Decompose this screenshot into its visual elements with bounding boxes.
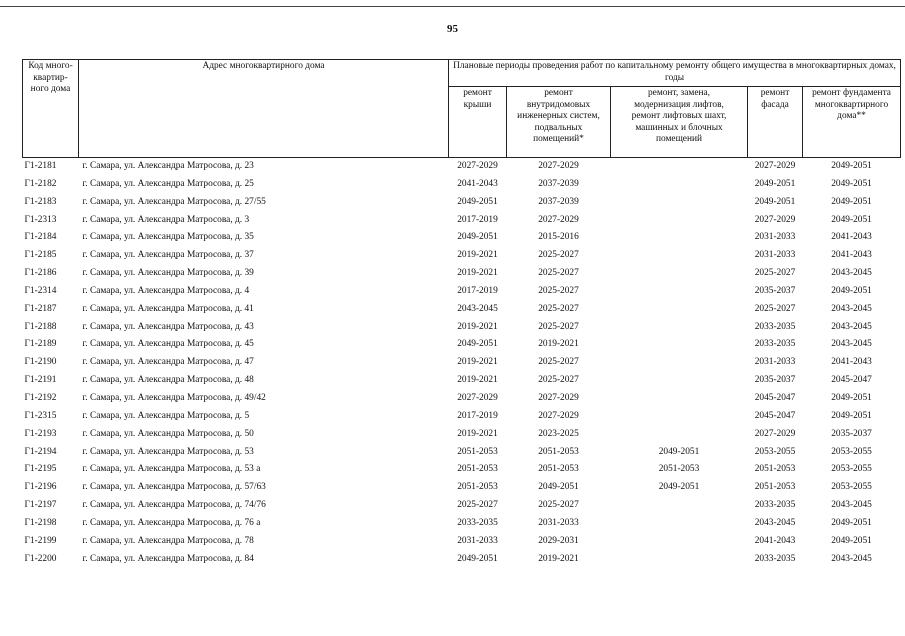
cell-code: Г1-2314 <box>24 285 57 296</box>
cell-roof: 2027-2029 <box>457 161 498 171</box>
header-code-text: Код много- квартир- ного дома <box>28 61 73 95</box>
cell-code: Г1-2313 <box>24 214 57 225</box>
cell-foundation: 2049-2051 <box>831 517 872 528</box>
table-row <box>23 194 901 212</box>
cell-engineering: 2025-2027 <box>538 500 579 511</box>
cell-foundation: 2043-2045 <box>831 339 872 350</box>
cell-engineering: 2025-2027 <box>538 250 579 261</box>
cell-code: Г1-2182 <box>24 178 57 189</box>
cell-roof: 2019-2021 <box>457 321 498 332</box>
cell-foundation: 2045-2047 <box>831 375 872 386</box>
table-row <box>23 158 901 176</box>
cell-lifts <box>611 533 748 551</box>
cell-roof: 2017-2019 <box>457 285 498 296</box>
cell-foundation: 2053-2055 <box>831 482 872 493</box>
cell-roof: 2049-2051 <box>457 196 498 207</box>
cell-roof: 2049-2051 <box>457 339 498 350</box>
cell-foundation: 2049-2051 <box>831 410 872 421</box>
header-engineering <box>507 87 611 158</box>
cell-facade: 2031-2033 <box>754 250 796 261</box>
cell-facade: 2027-2029 <box>754 161 796 171</box>
cell-facade: 2033-2035 <box>754 553 796 564</box>
cell-roof: 2049-2051 <box>457 232 498 243</box>
cell-facade: 2025-2027 <box>754 303 796 314</box>
cell-facade: 2025-2027 <box>754 268 796 279</box>
cell-facade: 2033-2035 <box>754 339 796 350</box>
cell-code: Г1-2190 <box>24 357 57 368</box>
cell-roof: 2033-2035 <box>457 517 498 528</box>
cell-facade: 2027-2029 <box>754 214 796 225</box>
cell-lifts <box>611 265 748 283</box>
table-row <box>23 301 901 319</box>
cell-code: Г1-2195 <box>24 464 57 475</box>
header-lifts <box>611 87 748 158</box>
cell-foundation: 2043-2045 <box>831 303 872 314</box>
cell-roof: 2031-2033 <box>457 535 498 546</box>
cell-facade: 2051-2053 <box>754 464 796 475</box>
table-row <box>23 372 901 390</box>
table-row <box>23 212 901 230</box>
cell-foundation: 2041-2043 <box>831 232 872 243</box>
cell-facade: 2031-2033 <box>754 357 796 368</box>
table-row <box>23 533 901 551</box>
header-periods-group <box>449 60 901 87</box>
cell-lifts <box>611 301 748 319</box>
cell-lifts <box>611 319 748 337</box>
cell-address: г. Самара, ул. Александра Матросова, д. 74/76 <box>82 500 266 511</box>
cell-address: г. Самара, ул. Александра Матросова, д. 50 <box>82 428 254 439</box>
table-header <box>23 60 901 158</box>
header-foundation <box>803 87 901 158</box>
cell-roof: 2019-2021 <box>457 428 498 439</box>
cell-facade: 2043-2045 <box>754 517 796 528</box>
cell-code: Г1-2193 <box>24 428 57 439</box>
header-facade-text: ремонт фасада <box>760 88 790 110</box>
header-engineering-text: ремонт внутридомовых инженерных систем, подвальных помещений* <box>517 88 600 145</box>
cell-lifts <box>611 176 748 194</box>
cell-foundation: 2043-2045 <box>831 553 872 564</box>
table-row <box>23 426 901 444</box>
cell-address: г. Самара, ул. Александра Матросова, д. 4 <box>82 285 250 296</box>
cell-roof: 2051-2053 <box>457 464 498 475</box>
cell-engineering: 2025-2027 <box>538 375 579 386</box>
cell-code: Г1-2315 <box>24 410 57 421</box>
cell-address: г. Самара, ул. Александра Матросова, д. 78 <box>82 535 254 546</box>
table-row <box>23 229 901 247</box>
cell-address: г. Самара, ул. Александра Матросова, д. 39 <box>82 268 254 279</box>
cell-facade: 2035-2037 <box>754 285 796 296</box>
cell-engineering: 2037-2039 <box>538 196 579 207</box>
cell-code: Г1-2188 <box>24 321 57 332</box>
cell-address: г. Самара, ул. Александра Матросова, д. 43 <box>82 321 254 332</box>
cell-lifts <box>611 426 748 444</box>
cell-roof: 2049-2051 <box>457 553 498 564</box>
cell-engineering: 2027-2029 <box>538 214 579 225</box>
cell-address: г. Самара, ул. Александра Матросова, д. 35 <box>82 232 254 243</box>
table-row <box>23 336 901 354</box>
cell-foundation: 2049-2051 <box>831 196 872 207</box>
cell-facade: 2045-2047 <box>754 392 796 403</box>
table-body <box>23 158 901 569</box>
cell-address: г. Самара, ул. Александра Матросова, д. 37 <box>82 250 254 261</box>
cell-facade: 2033-2035 <box>754 321 796 332</box>
table-row <box>23 515 901 533</box>
cell-code: Г1-2184 <box>24 232 57 243</box>
cell-engineering: 2049-2051 <box>538 482 579 493</box>
cell-lifts: 2049-2051 <box>658 482 700 493</box>
cell-code: Г1-2189 <box>24 339 57 350</box>
cell-foundation: 2043-2045 <box>831 500 872 511</box>
table-row <box>23 265 901 283</box>
cell-roof: 2019-2021 <box>457 357 498 368</box>
cell-code: Г1-2199 <box>24 535 57 546</box>
cell-lifts <box>611 336 748 354</box>
cell-facade: 2041-2043 <box>754 535 796 546</box>
cell-engineering: 2051-2053 <box>538 446 579 457</box>
header-roof <box>449 87 507 158</box>
cell-foundation: 2049-2051 <box>831 178 872 189</box>
cell-lifts <box>611 283 748 301</box>
cell-foundation: 2043-2045 <box>831 321 872 332</box>
cell-engineering: 2029-2031 <box>538 535 579 546</box>
cell-address: г. Самара, ул. Александра Матросова, д. 49/42 <box>82 392 266 403</box>
cell-code: Г1-2186 <box>24 268 57 279</box>
cell-roof: 2051-2053 <box>457 482 498 493</box>
cell-lifts: 2049-2051 <box>658 446 700 457</box>
cell-address: г. Самара, ул. Александра Матросова, д. 57/63 <box>82 482 266 493</box>
header-address <box>79 60 449 158</box>
cell-lifts <box>611 372 748 390</box>
table-row <box>23 354 901 372</box>
cell-engineering: 2027-2029 <box>538 161 579 171</box>
table-row <box>23 247 901 265</box>
cell-address: г. Самара, ул. Александра Матросова, д. 41 <box>82 303 254 314</box>
repair-schedule-table <box>22 59 901 568</box>
cell-code: Г1-2181 <box>24 161 57 171</box>
cell-engineering: 2019-2021 <box>538 553 579 564</box>
cell-engineering: 2025-2027 <box>538 303 579 314</box>
header-roof-text: ремонт крыши <box>463 88 492 110</box>
cell-lifts <box>611 247 748 265</box>
cell-foundation: 2053-2055 <box>831 446 872 457</box>
cell-engineering: 2019-2021 <box>538 339 579 350</box>
cell-facade: 2031-2033 <box>754 232 796 243</box>
cell-lifts <box>611 515 748 533</box>
cell-engineering: 2025-2027 <box>538 268 579 279</box>
cell-address: г. Самара, ул. Александра Матросова, д. 53 <box>82 446 254 457</box>
cell-code: Г1-2192 <box>24 392 57 403</box>
table-row <box>23 497 901 515</box>
cell-code: Г1-2194 <box>24 446 57 457</box>
cell-code: Г1-2196 <box>24 482 57 493</box>
table-row <box>23 319 901 337</box>
cell-code: Г1-2183 <box>24 196 57 207</box>
cell-engineering: 2037-2039 <box>538 178 579 189</box>
cell-lifts <box>611 354 748 372</box>
cell-roof: 2051-2053 <box>457 446 498 457</box>
table-row <box>23 408 901 426</box>
cell-code: Г1-2198 <box>24 517 57 528</box>
cell-engineering: 2027-2029 <box>538 410 579 421</box>
cell-roof: 2017-2019 <box>457 410 498 421</box>
table-row <box>23 479 901 497</box>
cell-foundation: 2049-2051 <box>831 161 872 171</box>
cell-address: г. Самара, ул. Александра Матросова, д. 5 <box>82 410 250 421</box>
cell-foundation: 2035-2037 <box>831 428 872 439</box>
cell-foundation: 2049-2051 <box>831 392 872 403</box>
cell-address: г. Самара, ул. Александра Матросова, д. 84 <box>82 553 254 564</box>
table-row <box>23 444 901 462</box>
cell-foundation: 2041-2043 <box>831 250 872 261</box>
cell-foundation: 2049-2051 <box>831 214 872 225</box>
cell-engineering: 2027-2029 <box>538 392 579 403</box>
cell-code: Г1-2191 <box>24 375 57 386</box>
cell-facade: 2053-2055 <box>754 446 796 457</box>
cell-foundation: 2043-2045 <box>831 268 872 279</box>
cell-code: Г1-2197 <box>24 500 57 511</box>
cell-roof: 2019-2021 <box>457 250 498 261</box>
cell-address: г. Самара, ул. Александра Матросова, д. 27/55 <box>82 196 266 207</box>
cell-roof: 2025-2027 <box>457 500 498 511</box>
table-row <box>23 461 901 479</box>
cell-lifts <box>611 551 748 569</box>
cell-foundation: 2053-2055 <box>831 464 872 475</box>
table-row <box>23 283 901 301</box>
cell-lifts <box>611 497 748 515</box>
cell-lifts <box>611 229 748 247</box>
cell-foundation: 2049-2051 <box>831 285 872 296</box>
cell-facade: 2049-2051 <box>754 178 796 189</box>
cell-address: г. Самара, ул. Александра Матросова, д. 47 <box>82 357 254 368</box>
cell-code: Г1-2187 <box>24 303 57 314</box>
cell-facade: 2035-2037 <box>754 375 796 386</box>
cell-engineering: 2051-2053 <box>538 464 579 475</box>
cell-engineering: 2025-2027 <box>538 357 579 368</box>
cell-address: г. Самара, ул. Александра Матросова, д. 53 а <box>82 464 261 475</box>
cell-code: Г1-2200 <box>24 553 57 564</box>
cell-lifts <box>611 408 748 426</box>
cell-address: г. Самара, ул. Александра Матросова, д. 45 <box>82 339 254 350</box>
cell-lifts <box>611 194 748 212</box>
cell-engineering: 2023-2025 <box>538 428 579 439</box>
cell-engineering: 2015-2016 <box>538 232 579 243</box>
cell-roof: 2017-2019 <box>457 214 498 225</box>
cell-code: Г1-2185 <box>24 250 57 261</box>
table-row <box>23 551 901 569</box>
cell-lifts <box>611 158 748 176</box>
cell-lifts: 2051-2053 <box>658 464 700 475</box>
table-row <box>23 176 901 194</box>
header-lifts-text: ремонт, замена, модернизация лифтов, ремонт лифтовых шахт, машинных и блочных помещений <box>631 88 727 145</box>
cell-engineering: 2025-2027 <box>538 285 579 296</box>
cell-facade: 2033-2035 <box>754 500 796 511</box>
cell-roof: 2019-2021 <box>457 268 498 279</box>
cell-roof: 2027-2029 <box>457 392 498 403</box>
header-code <box>23 60 79 158</box>
cell-facade: 2045-2047 <box>754 410 796 421</box>
cell-address: г. Самара, ул. Александра Матросова, д. 3 <box>82 214 250 225</box>
cell-address: г. Самара, ул. Александра Матросова, д. 23 <box>82 161 254 171</box>
header-address-text: Адрес многоквартирного дома <box>202 61 325 71</box>
cell-address: г. Самара, ул. Александра Матросова, д. 25 <box>82 178 254 189</box>
cell-facade: 2051-2053 <box>754 482 796 493</box>
cell-facade: 2027-2029 <box>754 428 796 439</box>
cell-address: г. Самара, ул. Александра Матросова, д. 76 а <box>82 517 261 528</box>
cell-address: г. Самара, ул. Александра Матросова, д. 48 <box>82 375 254 386</box>
table-row <box>23 390 901 408</box>
cell-lifts <box>611 390 748 408</box>
cell-facade: 2049-2051 <box>754 196 796 207</box>
header-periods-group-text: Плановые периоды проведения работ по капитальному ремонту общего имущества в многоквартирных домах, годы <box>453 61 896 83</box>
cell-foundation: 2041-2043 <box>831 357 872 368</box>
header-facade <box>748 87 803 158</box>
cell-engineering: 2025-2027 <box>538 321 579 332</box>
top-rule <box>0 6 905 7</box>
header-foundation-text: ремонт фундамента многоквартирного дома** <box>812 88 891 122</box>
page-number: 95 <box>447 23 458 35</box>
cell-foundation: 2049-2051 <box>831 535 872 546</box>
cell-roof: 2043-2045 <box>457 303 498 314</box>
cell-engineering: 2031-2033 <box>538 517 579 528</box>
cell-roof: 2041-2043 <box>457 178 498 189</box>
cell-roof: 2019-2021 <box>457 375 498 386</box>
cell-lifts <box>611 212 748 230</box>
